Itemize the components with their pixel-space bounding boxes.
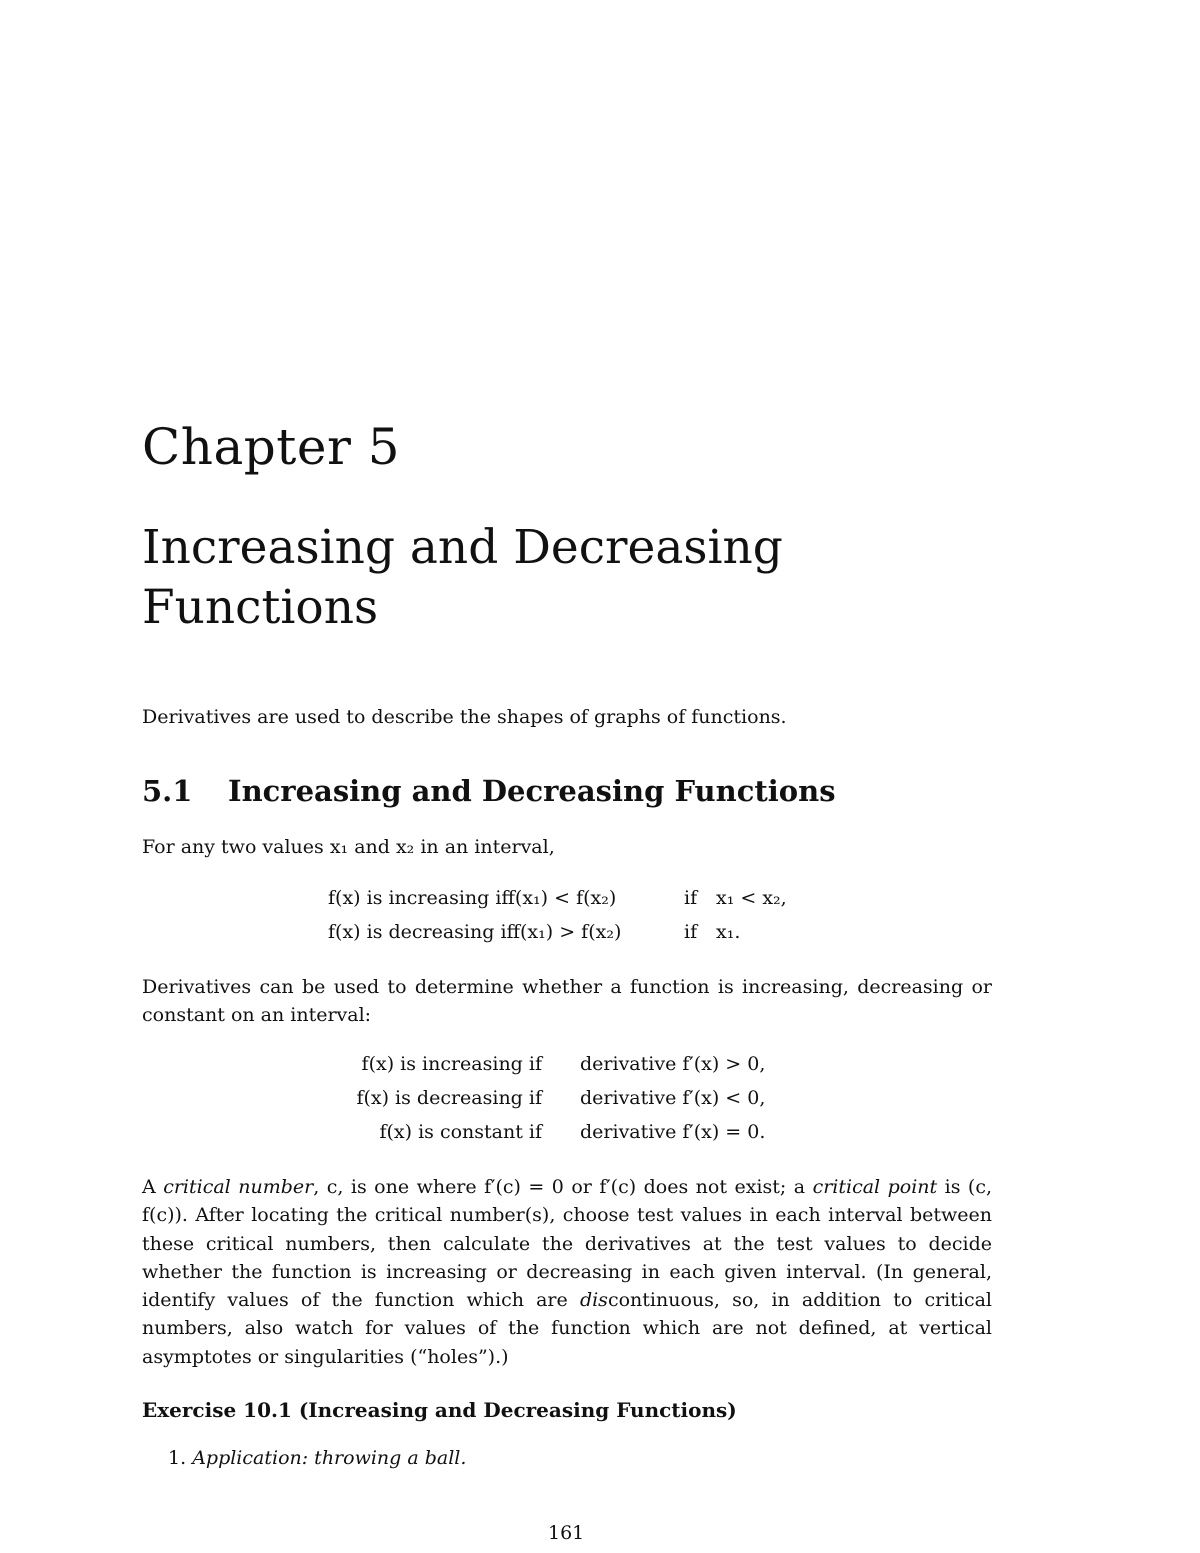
exercise-item [168, 1447, 466, 1469]
chapter-title: Increasing and Decreasing Functions [142, 520, 783, 635]
definition-equation-increasing [328, 887, 787, 909]
critical-text-3: is (c, f(c)). After locating the critical number(s), choose test values in each interval between these critical numbers, then calculate the derivatives at the test values to decide whether the function is increasing or decreasing in each given interval. (In general, identify values of the function which are [142, 1176, 993, 1312]
section-number: 5.1 [142, 774, 193, 808]
two-values-paragraph: For any two values x₁ and x₂ in an interval, [142, 836, 555, 858]
critical-point-term: critical point [812, 1176, 938, 1198]
derivative-equation-increasing [330, 1053, 766, 1075]
section-title: Increasing and Decreasing Functions [228, 774, 836, 808]
derivatives-paragraph: Derivatives can be used to determine whether a function is increasing, decreasing or constant on an interval: [142, 976, 992, 1026]
critical-number-paragraph [142, 1173, 992, 1371]
dis-emphasis: dis [579, 1289, 608, 1312]
equation-lhs: f(x) is decreasing if [356, 1087, 542, 1109]
derivative-equation-constant [330, 1121, 766, 1143]
chapter-label: Chapter 5 [142, 418, 401, 476]
equation-condition: if [684, 887, 698, 909]
equation-lhs: f(x) is constant if [379, 1121, 542, 1143]
equation-rhs: derivative f′(x) > 0, [580, 1053, 766, 1075]
equation-lhs: f(x) is decreasing iff(x₁) > f(x₂) [328, 921, 622, 943]
equation-condition: if [684, 921, 698, 943]
equation-rhs: derivative f′(x) = 0. [580, 1121, 766, 1143]
critical-text-1: A [142, 1176, 164, 1198]
page-number: 161 [548, 1522, 585, 1544]
equation-rhs: derivative f′(x) < 0, [580, 1087, 766, 1109]
critical-text-4: continuous, so, in addition to critical numbers, also watch for values of the function which are not defined, at vertical asymptotes or singularities (“holes”).) [142, 1289, 993, 1368]
equation-lhs: f(x) is increasing iff(x₁) < f(x₂) [328, 887, 617, 909]
critical-text-2: , c, is one where f′(c) = 0 or f′(c) does not exist; a [313, 1176, 813, 1198]
definition-equation-decreasing [328, 921, 741, 943]
item-text: Application: throwing a ball. [192, 1447, 467, 1469]
equation-rhs: x₁. [716, 921, 741, 943]
section-heading [142, 774, 836, 808]
exercise-heading: Exercise 10.1 (Increasing and Decreasing Functions) [142, 1398, 737, 1422]
critical-number-term: critical number [163, 1176, 314, 1198]
item-number: 1. [168, 1447, 187, 1469]
intro-paragraph: Derivatives are used to describe the shapes of graphs of functions. [142, 706, 787, 728]
derivative-equation-decreasing [330, 1087, 766, 1109]
equation-rhs: x₁ < x₂, [716, 887, 787, 909]
equation-lhs: f(x) is increasing if [361, 1053, 542, 1075]
